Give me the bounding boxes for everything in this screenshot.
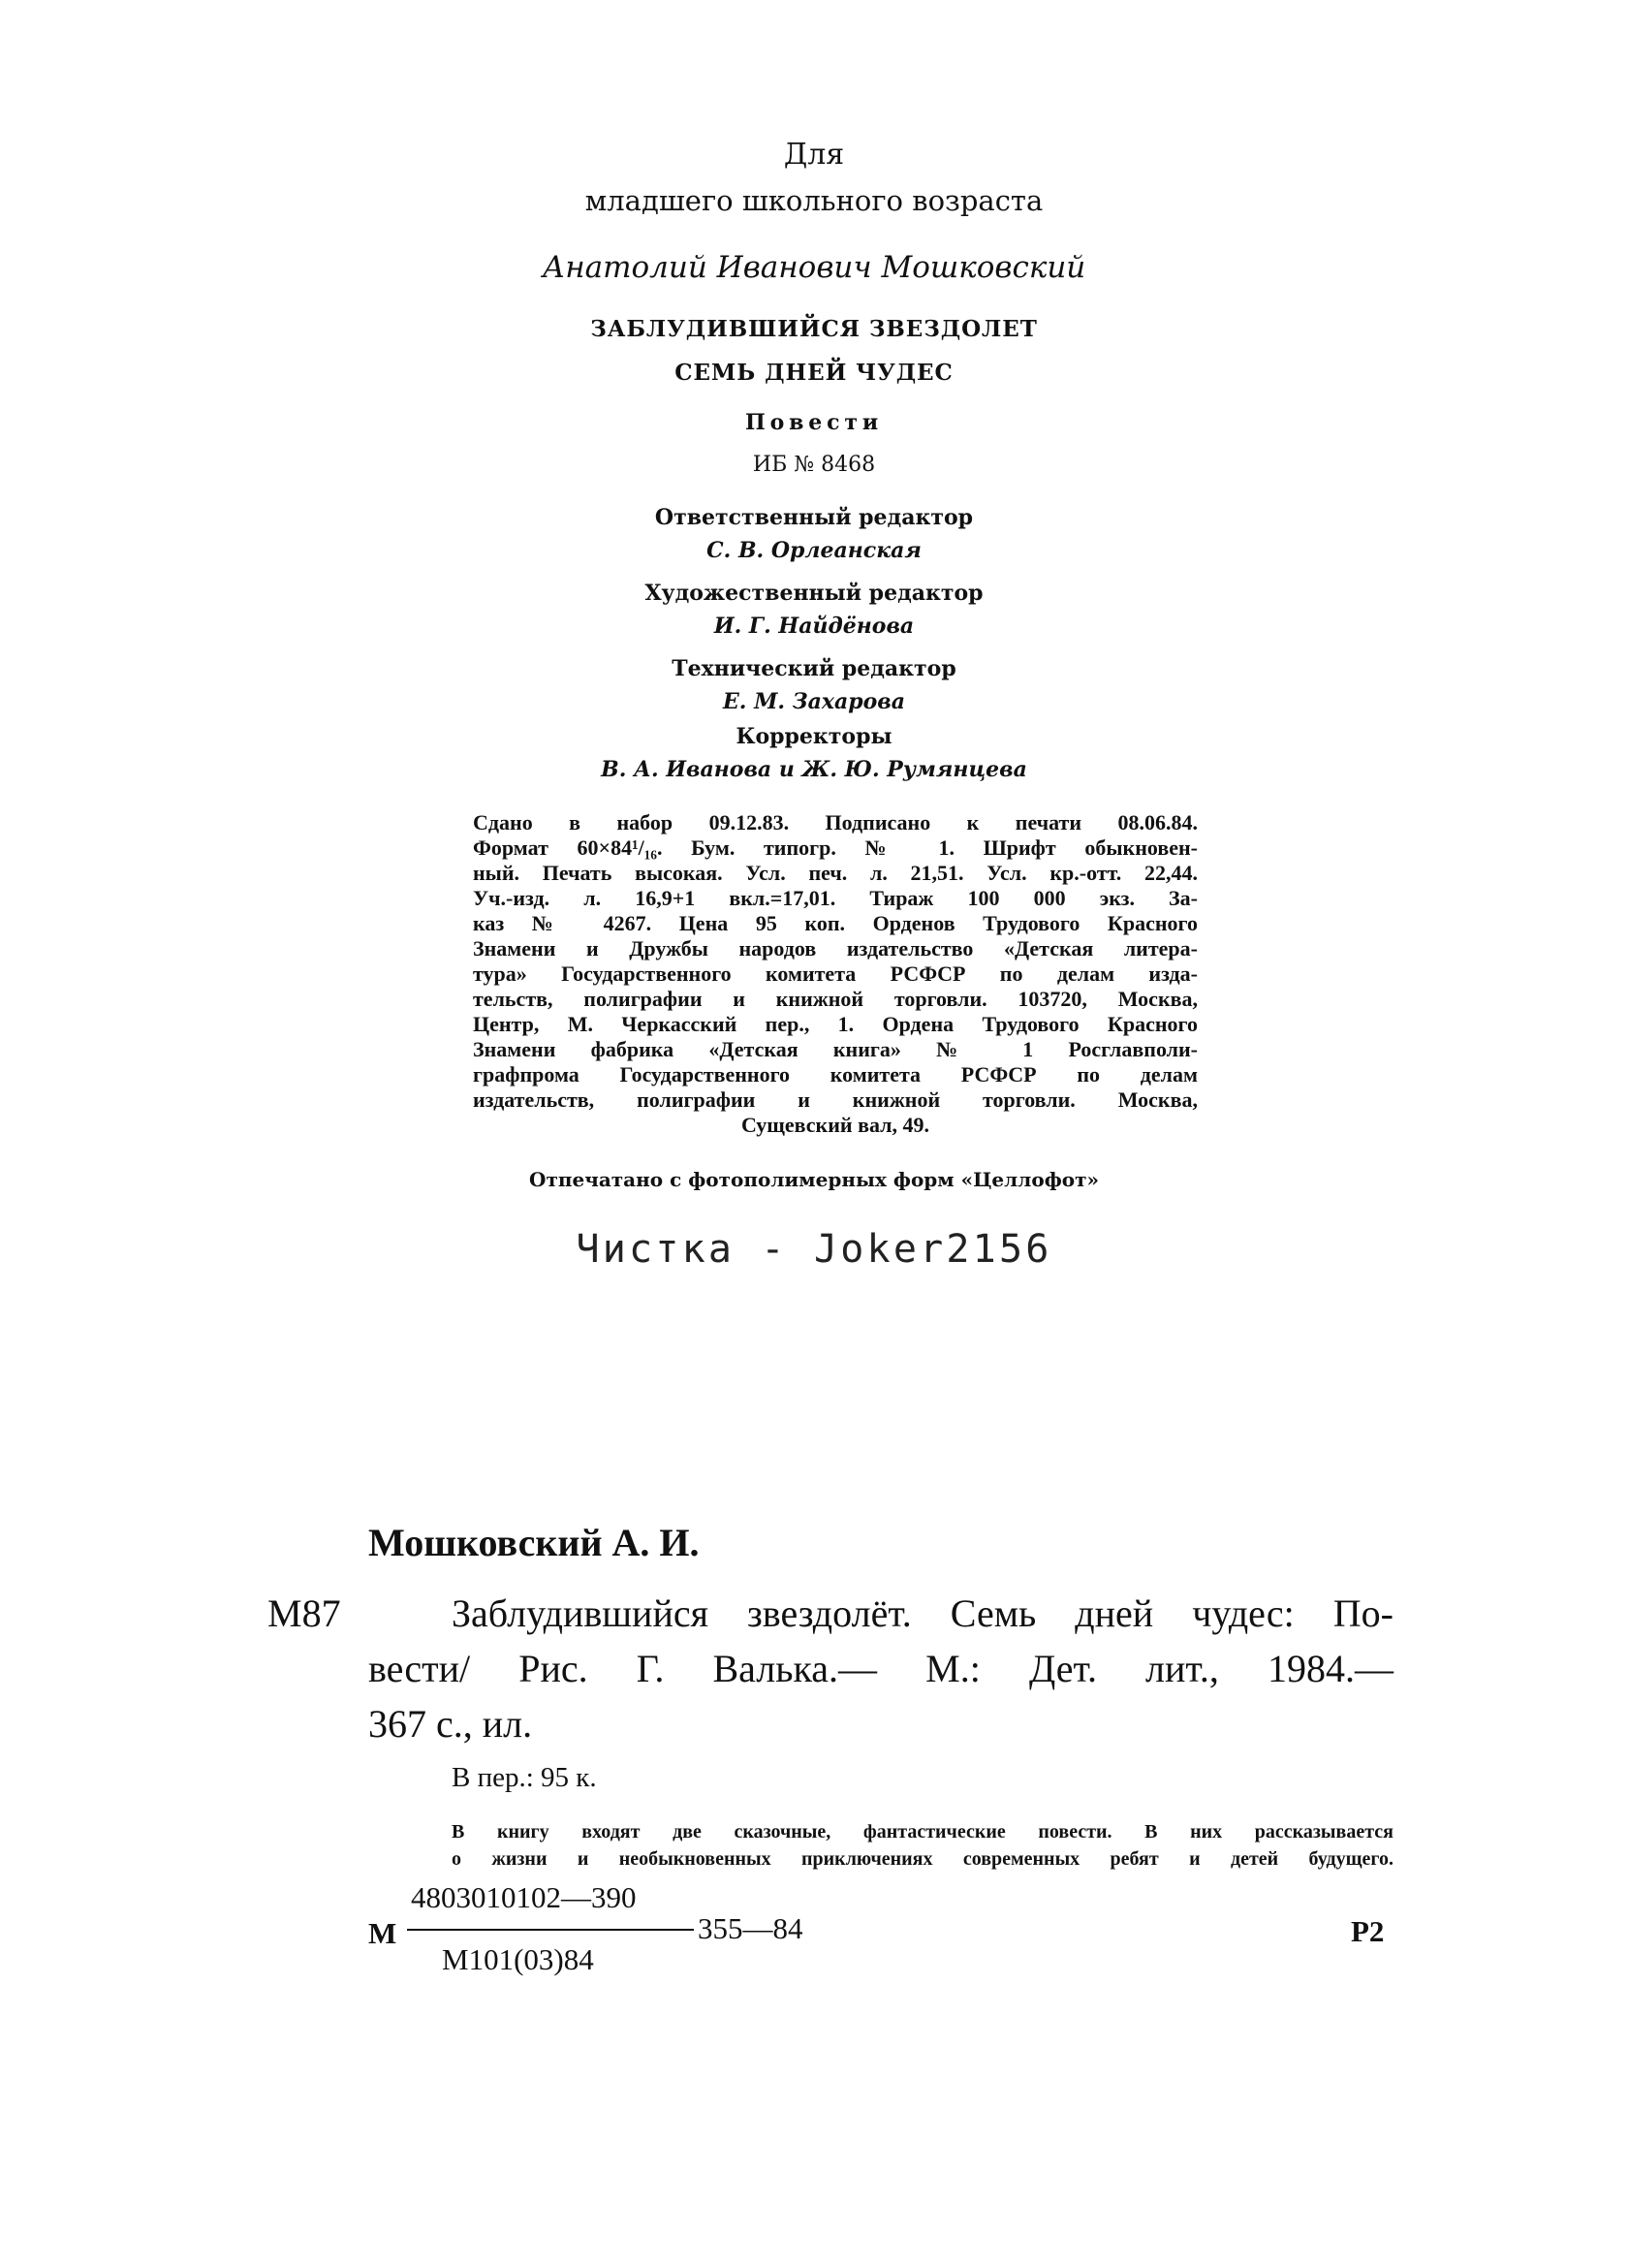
imprint-line: тура» Государственного комитета РСФСР по делам изда- — [473, 961, 1198, 986]
imprint-line: Сущевский вал, 49. — [740, 1113, 930, 1137]
formula-denominator: М101(03)84 — [442, 1942, 594, 1976]
credit-name-art-editor: И. Г. Найдёнова — [713, 614, 915, 639]
imprint-line: Формат 60×84¹/₁₆. Бум. типогр. № 1. Шрифт обыкновен- — [473, 835, 1198, 860]
catalog-author-heading: Мошковский А. И. — [368, 1521, 700, 1564]
annotation-line: В книгу входят две сказочные, фантастические повести. В них рассказывается — [452, 1821, 1393, 1843]
fraction-bar — [407, 1929, 694, 1931]
imprint-line: Знамени фабрика «Детская книга» № 1 Росглавполи- — [473, 1037, 1198, 1061]
annotation-line: о жизни и необыкновенных приключениях современных ребят и детей будущего. — [452, 1848, 1393, 1870]
imprint-line: тельств, полиграфии и книжной торговли. 103720, Москва, — [473, 987, 1198, 1011]
author-name: Анатолий Иванович Мошковский — [542, 250, 1086, 285]
bib-line-1: Заблудившийся звездолёт. Семь дней чудес: По- — [452, 1591, 1393, 1635]
genre-label: Повести — [745, 410, 883, 435]
imprint-line: ный. Печать высокая. Усл. печ. л. 21,51. Усл. кр.-отт. 22,44. — [473, 861, 1198, 885]
credit-role-proofreaders: Корректоры — [736, 724, 892, 749]
credit-name-proofreaders: В. А. Иванова и Ж. Ю. Румянцева — [601, 757, 1027, 782]
imprint-line: Знамени и Дружбы народов издательство «Детская литера- — [473, 936, 1198, 961]
formula-letter: М — [368, 1916, 397, 1950]
bib-line-2: вести/ Рис. Г. Валька.— М.: Дет. лит., 1984.— — [368, 1647, 1393, 1690]
classification-code: Р2 — [1351, 1914, 1385, 1948]
imprint-line: Сдано в набор 09.12.83. Подписано к печати 08.06.84. — [473, 810, 1198, 835]
credit-role-editor: Ответственный редактор — [654, 505, 974, 530]
imprint-block — [473, 810, 1198, 1138]
credit-name-tech-editor: Е. М. Захарова — [722, 689, 905, 714]
annotation — [452, 1818, 1393, 1873]
imprint-line: каз № 4267. Цена 95 коп. Орденов Трудового Красного — [473, 911, 1198, 935]
imprint-line: Уч.-изд. л. 16,9+1 вкл.=17,01. Тираж 100 000 экз. За- — [473, 886, 1198, 910]
credit-role-tech-editor: Технический редактор — [672, 656, 956, 681]
bib-line-3: 367 с., ил. — [368, 1702, 533, 1746]
scan-credit: Чистка - Joker2156 — [576, 1227, 1052, 1272]
catalog-code: М87 — [267, 1591, 341, 1635]
audience-line-2: младшего школьного возраста — [584, 184, 1044, 217]
audience-line-1: Для — [783, 138, 845, 172]
title-2: СЕМЬ ДНЕЙ ЧУДЕС — [674, 360, 954, 386]
imprint-line: графпрома Государственного комитета РСФСР по делам — [473, 1062, 1198, 1087]
printed-from-note: Отпечатано с фотополимерных форм «Целлофот» — [529, 1168, 1099, 1191]
imprint-line: издательств, полиграфии и книжной торговли. Москва, — [473, 1087, 1198, 1112]
ib-number: ИБ № 8468 — [752, 453, 876, 477]
title-1: ЗАБЛУДИВШИЙСЯ ЗВЕЗДОЛЕТ — [590, 316, 1038, 342]
credit-name-editor: С. В. Орлеанская — [706, 538, 922, 563]
formula-numerator: 4803010102—390 — [411, 1880, 637, 1914]
credit-role-art-editor: Художественный редактор — [644, 581, 984, 606]
catalog-price: В пер.: 95 к. — [452, 1762, 597, 1793]
formula-tail: 355—84 — [698, 1911, 803, 1945]
imprint-line: Центр, М. Черкасский пер., 1. Ордена Трудового Красного — [473, 1012, 1198, 1036]
